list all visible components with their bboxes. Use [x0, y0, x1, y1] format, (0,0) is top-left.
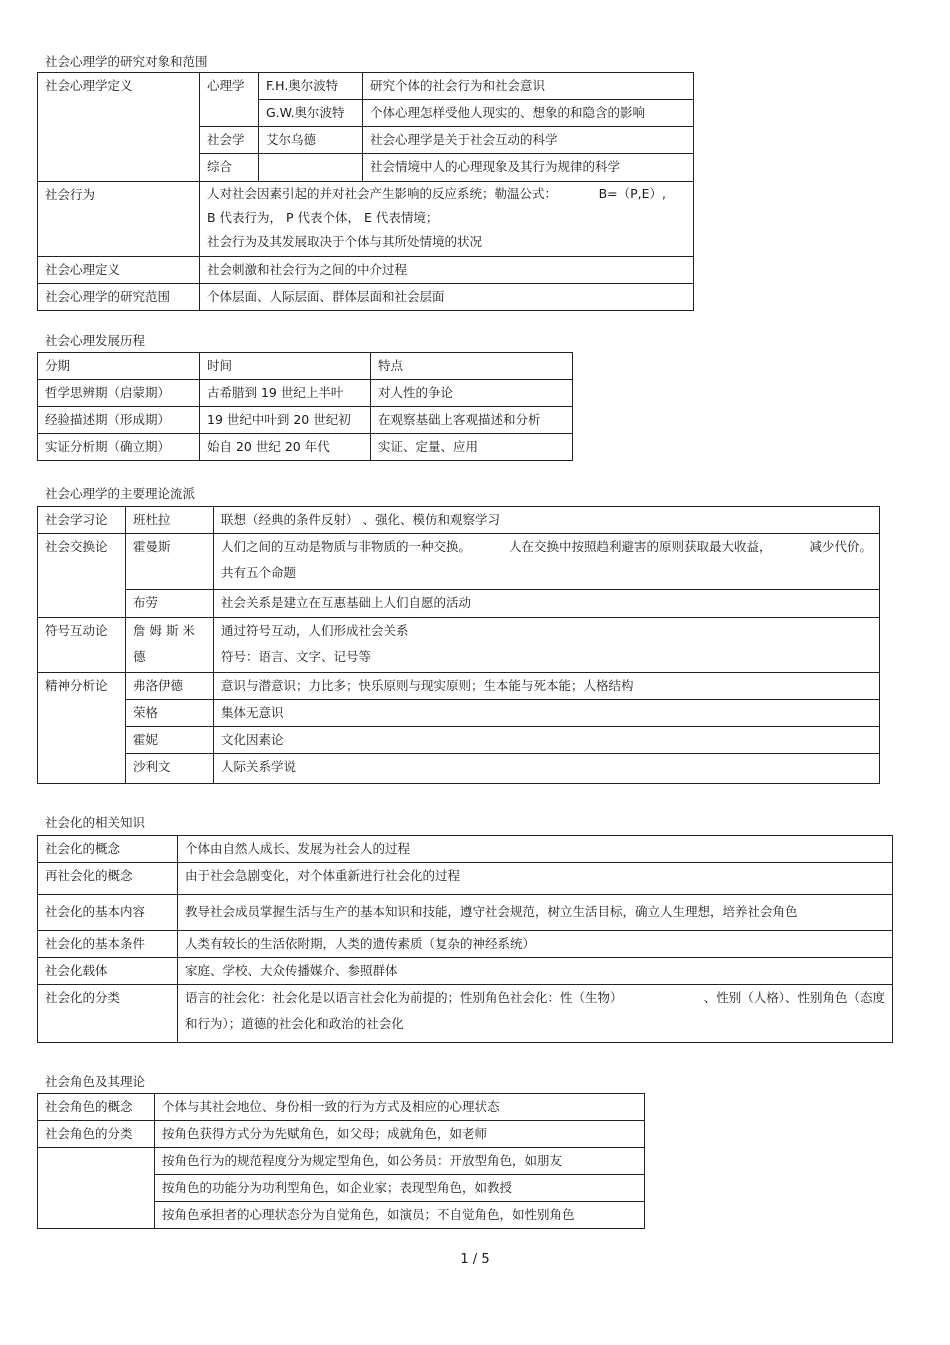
research-object-table — [37, 72, 694, 311]
history-time: 始自 20 世纪 20 年代 — [200, 434, 371, 461]
cell-bandura: 班杜拉 — [126, 507, 214, 534]
mead-line1: 詹 姆 斯 米 — [133, 623, 195, 638]
behavior-line2: B 代表行为， P 代表个体， E 代表情境； — [207, 210, 439, 225]
role-class-row: 按角色承担者的心理状态分为自觉角色，如演员；不自觉角色，如性别角色 — [155, 1202, 645, 1229]
cell-sullivan: 沙利文 — [126, 754, 214, 784]
header-feature: 特点 — [371, 353, 573, 380]
cell-role-classification: 社会角色的分类 — [38, 1121, 155, 1148]
cell-carrier: 社会化载体 — [38, 958, 178, 985]
role-class-row: 按角色行为的规范程度分为规定型角色，如公务员：开放型角色，如朋友 — [155, 1148, 645, 1175]
cell-psychology: 心理学 — [200, 73, 259, 127]
cell-scope-label: 社会心理学的研究范围 — [38, 284, 200, 311]
cell-ellwood: 艾尔乌德 — [259, 127, 363, 154]
cell-blau: 布劳 — [126, 590, 214, 618]
cell-homans-desc — [214, 534, 880, 590]
cell-fh-allport-desc: 研究个体的社会行为和社会意识 — [363, 73, 694, 100]
theories-table — [37, 506, 880, 784]
social-role-table — [37, 1093, 645, 1229]
behavior-line1: 人对社会因素引起的并对社会产生影响的反应系统；勒温公式： — [207, 186, 558, 201]
cell-scope-desc: 个体层面、人际层面、群体层面和社会层面 — [200, 284, 694, 311]
role-class-row: 按角色获得方式分为先赋角色，如父母；成就角色，如老师 — [155, 1121, 645, 1148]
history-feature: 对人性的争论 — [371, 380, 573, 407]
behavior-line3: 社会行为及其发展取决于个体与其所处情境的状况 — [207, 234, 483, 249]
page-number: 1 / 5 — [460, 1252, 490, 1267]
cell-bandura-desc: 联想（经典的条件反射） 、强化、模仿和观察学习 — [214, 507, 880, 534]
cell-freud-desc: 意识与潜意识；力比多；快乐原则与现实原则；生本能与死本能；人格结构 — [214, 673, 880, 700]
cell-mind-desc: 社会刺激和社会行为之间的中介过程 — [200, 257, 694, 284]
section-title-social-role: 社会角色及其理论 — [45, 1074, 146, 1089]
cell-jung-desc: 集体无意识 — [214, 700, 880, 727]
history-period: 实证分析期（确立期） — [38, 434, 200, 461]
cell-synthesis-desc: 社会情境中人的心理现象及其行为规律的科学 — [363, 154, 694, 182]
homans-line1c: 减少代价。 — [809, 539, 872, 554]
cell-horney: 霍妮 — [126, 727, 214, 754]
cell-classification-desc — [178, 985, 893, 1043]
cell-homans: 霍曼斯 — [126, 534, 214, 590]
cell-jung: 荣格 — [126, 700, 214, 727]
history-period: 哲学思辨期（启蒙期） — [38, 380, 200, 407]
cell-gw-allport: G.W.奥尔波特 — [259, 100, 363, 127]
cell-def-label: 社会心理学定义 — [38, 73, 200, 182]
cell-content-desc: 教导社会成员掌握生活与生产的基本知识和技能，遵守社会规范，树立生活目标，确立人生理想，培养社会角色 — [178, 895, 893, 931]
mead-desc-line1: 通过符号互动，人们形成社会关系 — [221, 623, 409, 638]
cell-role-concept: 社会角色的概念 — [38, 1094, 155, 1121]
cell-sociology: 社会学 — [200, 127, 259, 154]
cell-symbolic-interaction: 符号互动论 — [38, 618, 126, 673]
classification-line1b: 、性别（人格）、性别角色（态度 — [703, 990, 885, 1005]
history-time: 古希腊到 19 世纪上半叶 — [200, 380, 371, 407]
cell-content: 社会化的基本内容 — [38, 895, 178, 931]
history-time: 19 世纪中叶到 20 世纪初 — [200, 407, 371, 434]
cell-social-exchange: 社会交换论 — [38, 534, 126, 618]
lewin-formula: B=（P,E）, — [598, 186, 666, 201]
cell-blau-desc: 社会关系是建立在互惠基础上人们自愿的活动 — [214, 590, 880, 618]
classification-line1a: 语言的社会化：社会化是以语言社会化为前提的；性别角色社会化：性（生物） — [185, 990, 623, 1005]
homans-line1b: 人在交换中按照趋利避害的原则获取最大收益， — [508, 539, 772, 554]
cell-horney-desc: 文化因素论 — [214, 727, 880, 754]
cell-resocialization: 再社会化的概念 — [38, 863, 178, 895]
cell-classification: 社会化的分类 — [38, 985, 178, 1043]
history-period: 经验描述期（形成期） — [38, 407, 200, 434]
cell-ellwood-desc: 社会心理学是关于社会互动的科学 — [363, 127, 694, 154]
section-title-theories: 社会心理学的主要理论流派 — [45, 486, 196, 501]
cell-mead-desc — [214, 618, 880, 673]
socialization-table — [37, 835, 893, 1043]
cell-carrier-desc: 家庭、学校、大众传播媒介、参照群体 — [178, 958, 893, 985]
cell-psychoanalysis: 精神分析论 — [38, 673, 126, 784]
section-title-socialization: 社会化的相关知识 — [45, 815, 146, 830]
section-title-history: 社会心理发展历程 — [45, 333, 146, 348]
homans-line1a: 人们之间的互动是物质与非物质的一种交换。 — [221, 539, 472, 554]
cell-synthesis: 综合 — [200, 154, 259, 182]
cell-conditions: 社会化的基本条件 — [38, 931, 178, 958]
cell-social-learning: 社会学习论 — [38, 507, 126, 534]
cell-concept-desc: 个体由自然人成长、发展为社会人的过程 — [178, 836, 893, 863]
history-feature: 在观察基础上客观描述和分析 — [371, 407, 573, 434]
homans-line2: 共有五个命题 — [221, 565, 297, 580]
cell-role-concept-desc: 个体与其社会地位、身份相一致的行为方式及相应的心理状态 — [155, 1094, 645, 1121]
cell-role-empty — [38, 1148, 155, 1229]
cell-sullivan-desc: 人际关系学说 — [214, 754, 880, 784]
cell-concept: 社会化的概念 — [38, 836, 178, 863]
header-time: 时间 — [200, 353, 371, 380]
cell-behavior-desc — [200, 182, 694, 257]
cell-mind-label: 社会心理定义 — [38, 257, 200, 284]
history-table — [37, 352, 573, 461]
cell-behavior-label: 社会行为 — [38, 182, 200, 257]
header-period: 分期 — [38, 353, 200, 380]
classification-line2: 和行为）；道德的社会化和政治的社会化 — [185, 1016, 404, 1031]
mead-line2: 德 — [133, 649, 146, 664]
cell-synthesis-empty — [259, 154, 363, 182]
history-feature: 实证、定量、应用 — [371, 434, 573, 461]
mead-desc-line2: 符号：语言、文字、记号等 — [221, 649, 372, 664]
cell-mead — [126, 618, 214, 673]
cell-gw-allport-desc: 个体心理怎样受他人现实的、想象的和隐含的影响 — [363, 100, 694, 127]
section-title-research-object: 社会心理学的研究对象和范围 — [45, 54, 208, 69]
cell-freud: 弗洛伊德 — [126, 673, 214, 700]
role-class-row: 按角色的功能分为功利型角色，如企业家；表现型角色，如教授 — [155, 1175, 645, 1202]
cell-fh-allport: F.H.奥尔波特 — [259, 73, 363, 100]
cell-resocialization-desc: 由于社会急剧变化，对个体重新进行社会化的过程 — [178, 863, 893, 895]
cell-conditions-desc: 人类有较长的生活依附期，人类的遗传素质（复杂的神经系统） — [178, 931, 893, 958]
